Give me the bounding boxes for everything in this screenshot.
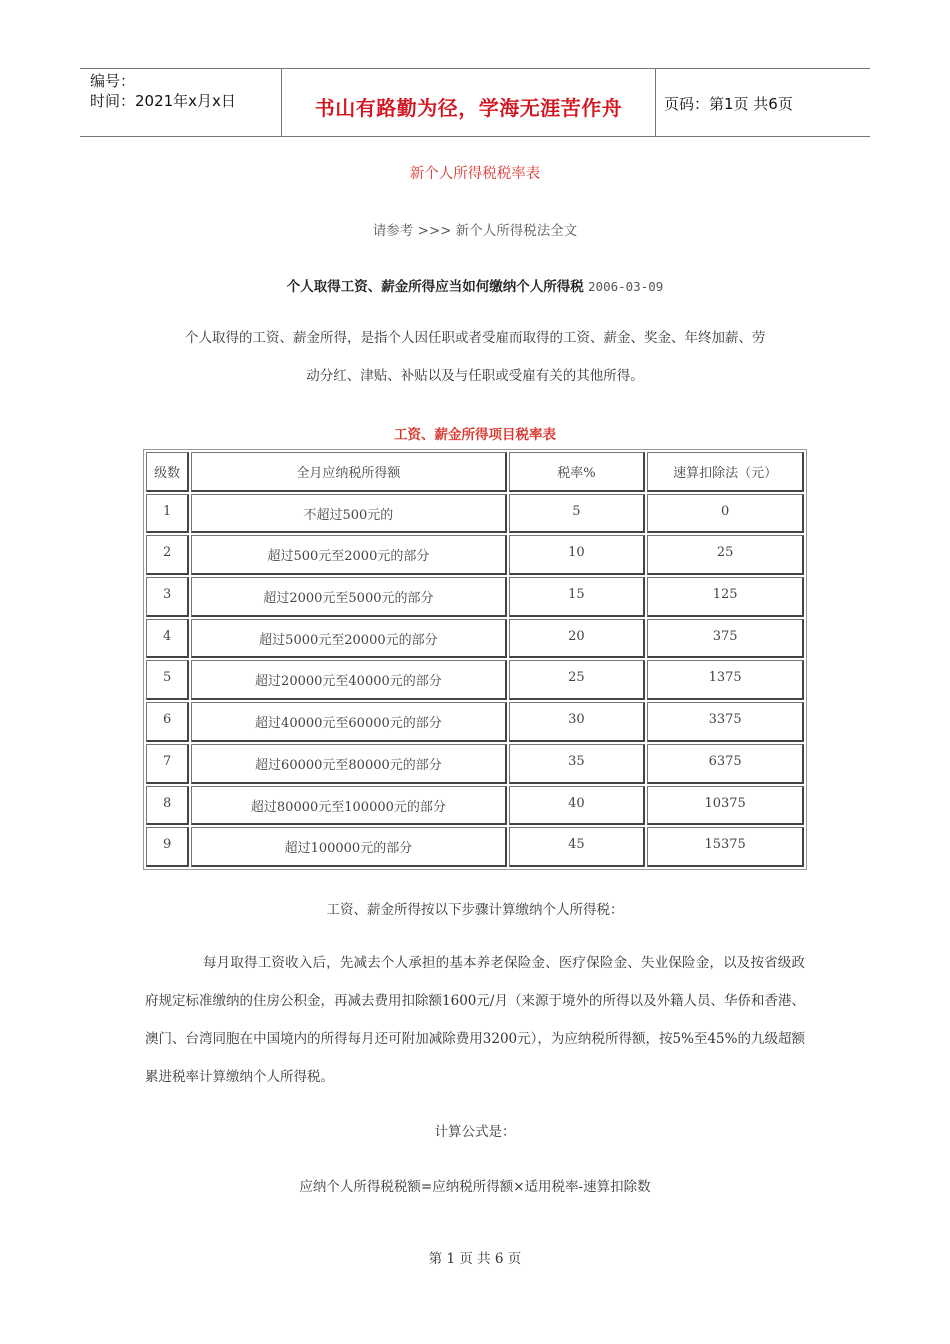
cell-tax-rate: 15 (509, 577, 646, 617)
cell-taxable-income: 超过80000元至100000元的部分 (191, 786, 506, 826)
header-taxable-income: 全月应纳税所得额 (191, 452, 506, 492)
document-number-label: 编号： (90, 72, 136, 90)
cell-taxable-income: 不超过500元的 (191, 494, 506, 534)
intro-line-2: 动分红、津贴、补贴以及与任职或受雇有关的其他所得。 (306, 368, 644, 384)
cell-tax-rate: 20 (509, 619, 646, 659)
footer-page-number: 第 1 页 共 6 页 (428, 1251, 522, 1267)
section-heading-text: 个人取得工资、薪金所得应当如何缴纳个人所得税 (286, 279, 584, 295)
table-row (146, 619, 804, 659)
tax-rate-table-body (146, 452, 804, 867)
formula: 应纳个人所得税税额=应纳税所得额×适用税率-速算扣除数 (299, 1179, 651, 1195)
cell-quick-deduction: 375 (647, 619, 804, 659)
cell-tax-rate: 5 (509, 494, 646, 534)
header-quick-deduction: 速算扣除法（元） (647, 452, 804, 492)
cell-tax-rate: 35 (509, 744, 646, 784)
cell-level: 8 (146, 786, 189, 826)
header-meta (90, 71, 236, 111)
header-top-rule (80, 68, 870, 69)
cell-level: 7 (146, 744, 189, 784)
cell-taxable-income: 超过60000元至80000元的部分 (191, 744, 506, 784)
cell-tax-rate: 30 (509, 702, 646, 742)
document-title: 新个人所得税税率表 (409, 166, 541, 182)
table-row (146, 535, 804, 575)
reference-link[interactable]: 请参考 >>> 新个人所得税法全文 (372, 223, 578, 239)
table-row (146, 702, 804, 742)
cell-taxable-income: 超过40000元至60000元的部分 (191, 702, 506, 742)
table-row (146, 827, 804, 867)
header-divider-right (655, 68, 656, 136)
document-time-label: 时间：2021年x月x日 (90, 92, 236, 110)
calculation-paragraph: 每月取得工资收入后，先减去个人承担的基本养老保险金、医疗保险金、失业保险金，以及按省级政府规定标准缴纳的住房公积金，再减去费用扣除额1600元/月（来源于境外的所得以及外籍人员、华侨和香港、澳门、台湾同胞在中国境内的所得每月还可附加减除费用3200元），为应纳税所得额，按5%至45%的九级超额累进税率计算缴纳个人所得税。 (145, 955, 805, 1085)
cell-quick-deduction: 25 (647, 535, 804, 575)
table-row (146, 494, 804, 534)
cell-taxable-income: 超过5000元至20000元的部分 (191, 619, 506, 659)
table-row (146, 577, 804, 617)
cell-level: 2 (146, 535, 189, 575)
cell-quick-deduction: 10375 (647, 786, 804, 826)
table-row (146, 744, 804, 784)
table-title: 工资、薪金所得项目税率表 (394, 427, 556, 443)
section-heading (80, 275, 870, 295)
cell-level: 1 (146, 494, 189, 534)
table-row (146, 660, 804, 700)
cell-taxable-income: 超过100000元的部分 (191, 827, 506, 867)
cell-level: 5 (146, 660, 189, 700)
cell-taxable-income: 超过2000元至5000元的部分 (191, 577, 506, 617)
cell-level: 4 (146, 619, 189, 659)
cell-quick-deduction: 1375 (647, 660, 804, 700)
table-header-row (146, 452, 804, 492)
cell-level: 9 (146, 827, 189, 867)
cell-quick-deduction: 0 (647, 494, 804, 534)
cell-quick-deduction: 3375 (647, 702, 804, 742)
tax-rate-table (143, 449, 807, 870)
header-level: 级数 (146, 452, 189, 492)
header-page-number: 页码：第1页 共6页 (664, 95, 793, 113)
steps-intro: 工资、薪金所得按以下步骤计算缴纳个人所得税： (326, 902, 624, 918)
cell-tax-rate: 10 (509, 535, 646, 575)
intro-paragraph (145, 319, 805, 395)
cell-tax-rate: 40 (509, 786, 646, 826)
cell-quick-deduction: 15375 (647, 827, 804, 867)
cell-tax-rate: 25 (509, 660, 646, 700)
header-bottom-rule (80, 136, 870, 137)
cell-taxable-income: 超过500元至2000元的部分 (191, 535, 506, 575)
header-tax-rate: 税率% (509, 452, 646, 492)
cell-level: 3 (146, 577, 189, 617)
cell-tax-rate: 45 (509, 827, 646, 867)
table-row (146, 786, 804, 826)
section-heading-date: 2006-03-09 (588, 279, 664, 294)
cell-quick-deduction: 125 (647, 577, 804, 617)
header-motto: 书山有路勤为径，学海无涯苦作舟 (314, 96, 623, 120)
cell-level: 6 (146, 702, 189, 742)
formula-label: 计算公式是： (434, 1124, 516, 1140)
cell-quick-deduction: 6375 (647, 744, 804, 784)
intro-line-1: 个人取得的工资、薪金所得，是指个人因任职或者受雇而取得的工资、薪金、奖金、年终加薪、劳 (185, 330, 766, 346)
cell-taxable-income: 超过20000元至40000元的部分 (191, 660, 506, 700)
